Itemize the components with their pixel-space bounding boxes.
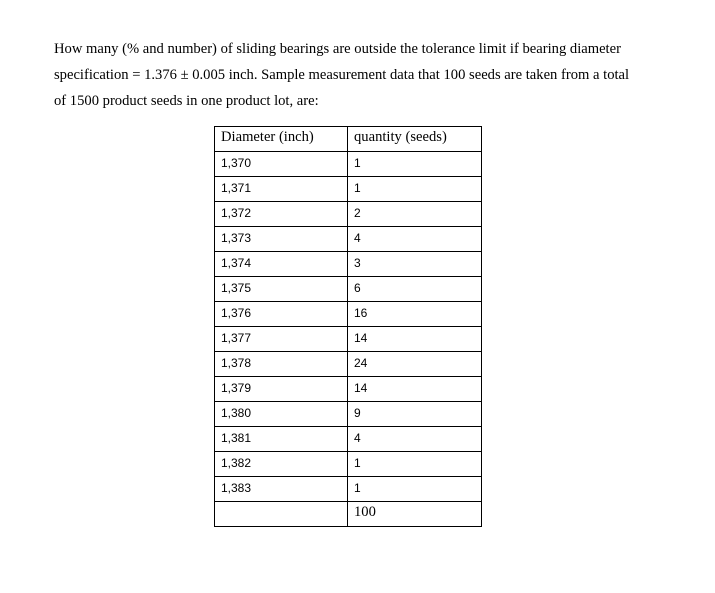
quantity-cell: 14 <box>348 327 482 352</box>
table-row <box>215 177 482 202</box>
diameter-cell: 1,373 <box>215 227 348 252</box>
diameter-cell: 1,374 <box>215 252 348 277</box>
header-diameter: Diameter (inch) <box>215 127 348 152</box>
table-row <box>215 452 482 477</box>
quantity-cell: 6 <box>348 277 482 302</box>
total-row <box>215 502 482 527</box>
table-row <box>215 377 482 402</box>
diameter-cell: 1,381 <box>215 427 348 452</box>
table-row <box>215 427 482 452</box>
table-header-row <box>215 127 482 152</box>
quantity-cell: 1 <box>348 152 482 177</box>
diameter-cell: 1,380 <box>215 402 348 427</box>
table-row <box>215 152 482 177</box>
question-text <box>54 36 654 114</box>
table-row <box>215 202 482 227</box>
quantity-cell: 14 <box>348 377 482 402</box>
diameter-cell: 1,372 <box>215 202 348 227</box>
quantity-cell: 9 <box>348 402 482 427</box>
diameter-cell: 1,371 <box>215 177 348 202</box>
header-quantity: quantity (seeds) <box>348 127 482 152</box>
table-row <box>215 327 482 352</box>
table-row <box>215 352 482 377</box>
quantity-cell: 1 <box>348 177 482 202</box>
quantity-cell: 16 <box>348 302 482 327</box>
diameter-cell: 1,378 <box>215 352 348 377</box>
question-line: of 1500 product seeds in one product lot, are: <box>54 93 319 109</box>
total-quantity-cell: 100 <box>348 502 482 527</box>
measurement-table <box>214 126 482 527</box>
diameter-cell: 1,377 <box>215 327 348 352</box>
table-row <box>215 277 482 302</box>
table-row <box>215 252 482 277</box>
total-label-cell <box>215 502 348 527</box>
table-row <box>215 302 482 327</box>
diameter-cell: 1,382 <box>215 452 348 477</box>
diameter-cell: 1,383 <box>215 477 348 502</box>
table-row <box>215 227 482 252</box>
diameter-cell: 1,376 <box>215 302 348 327</box>
diameter-cell: 1,375 <box>215 277 348 302</box>
quantity-cell: 2 <box>348 202 482 227</box>
diameter-cell: 1,379 <box>215 377 348 402</box>
quantity-cell: 24 <box>348 352 482 377</box>
table-row <box>215 402 482 427</box>
diameter-cell: 1,370 <box>215 152 348 177</box>
table-row <box>215 477 482 502</box>
quantity-cell: 1 <box>348 477 482 502</box>
quantity-cell: 4 <box>348 427 482 452</box>
question-line: specification = 1.376 ± 0.005 inch. Sample measurement data that 100 seeds are taken from a total <box>54 67 630 83</box>
question-line: How many (% and number) of sliding bearings are outside the tolerance limit if bearing diameter <box>54 41 621 57</box>
quantity-cell: 3 <box>348 252 482 277</box>
quantity-cell: 1 <box>348 452 482 477</box>
quantity-cell: 4 <box>348 227 482 252</box>
